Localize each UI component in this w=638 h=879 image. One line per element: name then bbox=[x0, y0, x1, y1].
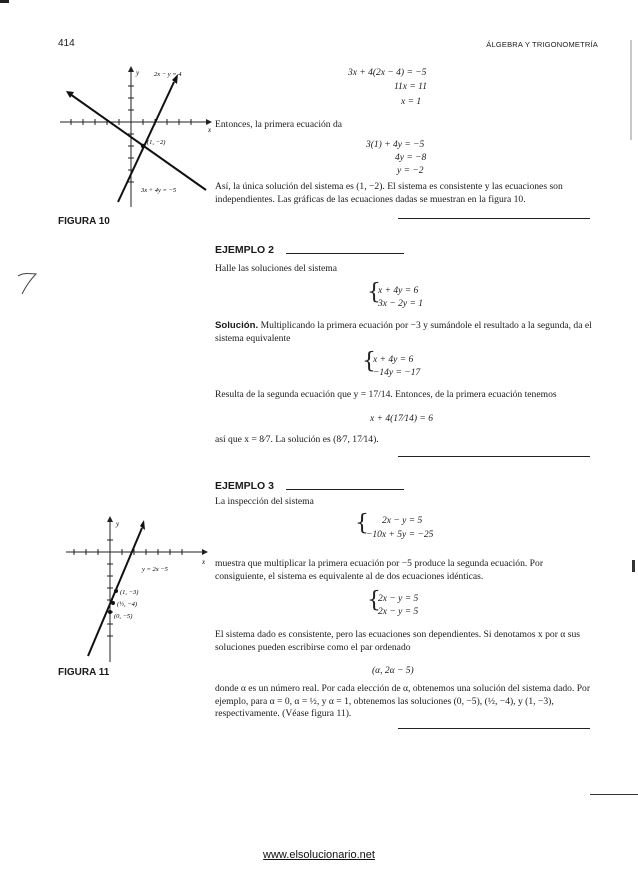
x-axis-arrow bbox=[202, 549, 208, 555]
heading-rule bbox=[286, 489, 404, 490]
solution-label: Solución. bbox=[215, 320, 259, 331]
line-label: y = 2x −5 bbox=[142, 566, 168, 573]
scan-mark bbox=[632, 560, 635, 572]
figure-11-caption: FIGURA 11 bbox=[58, 667, 110, 678]
system-equation: x + 4y = 6 bbox=[378, 286, 419, 296]
intersection-point bbox=[141, 144, 145, 148]
footer-url[interactable]: www.elsolucionario.net bbox=[263, 849, 375, 861]
line-2x-minus-y-eq-4 bbox=[118, 82, 174, 202]
system-equation: 2x − y = 5 bbox=[382, 516, 423, 526]
paragraph: así que x = 8⁄7. La solución es (8⁄7, 17⁄14). bbox=[215, 434, 379, 445]
figure-11-graph bbox=[62, 514, 210, 664]
system-equation: 2x − y = 5 bbox=[378, 607, 419, 617]
point-label: (½, −4) bbox=[117, 601, 138, 608]
equation: 3x + 4(2x − 4) = −5 bbox=[348, 68, 427, 78]
example-2-heading: EJEMPLO 2 bbox=[215, 244, 274, 256]
y-axis-label: y bbox=[136, 69, 140, 77]
line2-label: 3x + 4y = −5 bbox=[141, 187, 177, 194]
point-1-minus3 bbox=[114, 589, 118, 593]
y-axis-arrow bbox=[128, 66, 134, 72]
system-equation: x + 4y = 6 bbox=[373, 355, 414, 365]
equation: x = 1 bbox=[401, 97, 422, 107]
equation: x + 4(17⁄14) = 6 bbox=[370, 414, 433, 424]
section-rule bbox=[398, 456, 590, 457]
paragraph: La inspección del sistema bbox=[215, 496, 314, 507]
line-3x-plus-4y-eq-minus5 bbox=[70, 94, 206, 190]
system-equation: 3x − 2y = 1 bbox=[378, 299, 424, 309]
paragraph: muestra que multiplicar la primera ecuación por −5 produce la segunda ecuación. Por consiguiente, el sistema es equivalente al de dos ecuaciones idénticas. bbox=[215, 558, 544, 582]
paragraph: Resulta de la segunda ecuación que y = 17/14. Entonces, de la primera ecuación tenemos bbox=[215, 389, 557, 400]
paragraph: El sistema dado es consistente, pero las ecuaciones son dependientes. Si denotamos x por α sus soluciones pueden escribirse como el par ordenado bbox=[215, 629, 580, 653]
figure-10-caption: FIGURA 10 bbox=[58, 216, 110, 227]
brace: { bbox=[355, 511, 369, 536]
brace: { bbox=[362, 349, 376, 374]
system-equation: 2x − y = 5 bbox=[378, 594, 419, 604]
brace: { bbox=[367, 280, 381, 305]
y-axis-label: y bbox=[116, 520, 120, 528]
equation: 4y = −8 bbox=[395, 153, 427, 163]
point-label: (0, −5) bbox=[114, 613, 133, 620]
x-axis-label: x bbox=[208, 126, 212, 134]
pencil-mark bbox=[16, 268, 40, 296]
book-title: ÁLGEBRA Y TRIGONOMETRÍA bbox=[486, 40, 598, 49]
section-rule bbox=[398, 728, 590, 729]
solution-text: Multiplicando la primera ecuación por −3 y sumándole el resultado a la segunda, da el sistema equivalente bbox=[215, 320, 592, 344]
point-label: (1, −3) bbox=[120, 589, 139, 596]
system-equation: −14y = −17 bbox=[373, 368, 421, 378]
point-label: (1, −2) bbox=[147, 139, 166, 146]
x-axis-arrow bbox=[206, 119, 212, 125]
example-3-heading: EJEMPLO 3 bbox=[215, 480, 274, 492]
heading-rule bbox=[286, 253, 404, 254]
axis-ticks bbox=[74, 540, 182, 636]
brace: { bbox=[367, 588, 381, 613]
point-half-minus4 bbox=[111, 601, 115, 605]
line1-label: 2x − y = 4 bbox=[154, 71, 182, 78]
point-0-minus5 bbox=[108, 610, 112, 614]
system-equation: −10x + 5y = −25 bbox=[366, 530, 434, 540]
page-number: 414 bbox=[58, 38, 75, 49]
paragraph: donde α es un número real. Por cada elección de α, obtenemos una solución del sistema dado. Por ejemplo, para α = 0, α = ½, y α = 1, obtenemos las soluciones (0, −5), (½, −4), y (1, −3), respectivamente. (Véase figura 11). bbox=[215, 683, 591, 719]
equation: y = −2 bbox=[397, 166, 424, 176]
section-rule bbox=[398, 218, 590, 219]
page-edge-shadow bbox=[630, 40, 632, 140]
ordered-pair: (α, 2α − 5) bbox=[372, 666, 414, 676]
figure-10-graph bbox=[56, 62, 216, 212]
solution-paragraph bbox=[215, 320, 593, 345]
equation: 11x = 11 bbox=[394, 82, 427, 92]
x-axis-label: x bbox=[202, 558, 206, 566]
paragraph: Halle las soluciones del sistema bbox=[215, 263, 338, 274]
scan-mark bbox=[590, 794, 638, 795]
paragraph: Así, la única solución del sistema es (1, −2). El sistema es consistente y las ecuaciones son independientes. Las gráficas de las ecuaciones dadas se muestran en la figura 10. bbox=[215, 181, 563, 205]
y-axis-arrow bbox=[107, 516, 113, 522]
scan-mark bbox=[0, 0, 9, 3]
equation: 3(1) + 4y = −5 bbox=[366, 140, 425, 150]
paragraph: Entonces, la primera ecuación da bbox=[215, 119, 343, 130]
